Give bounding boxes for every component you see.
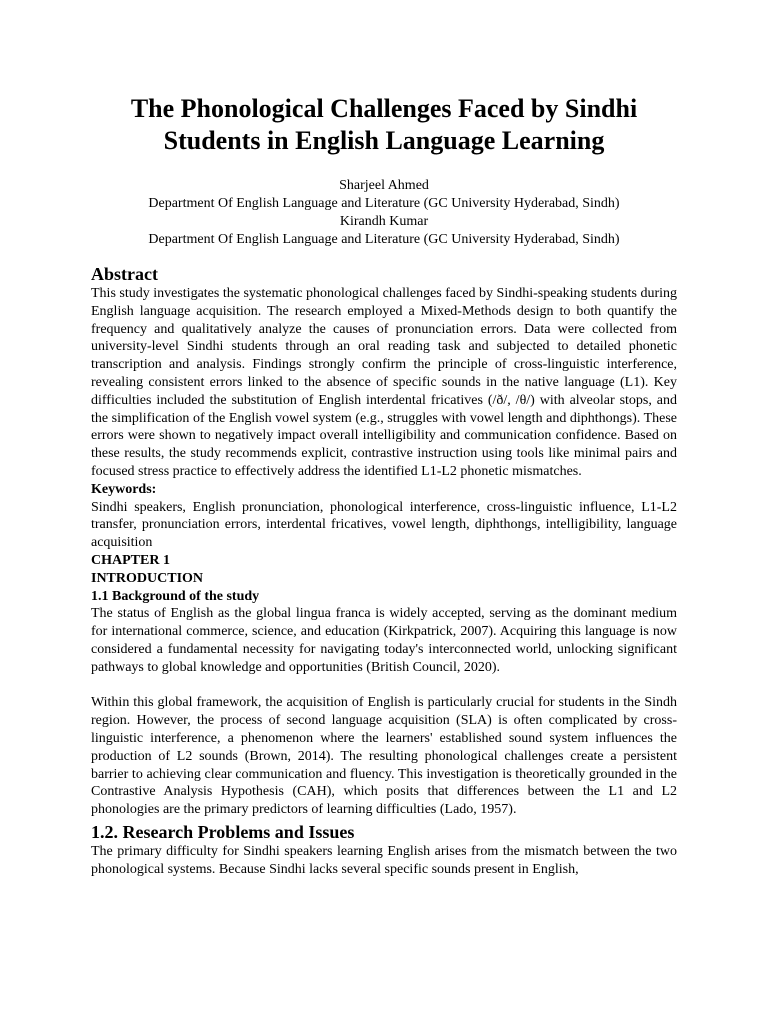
author-name: Sharjeel Ahmed (339, 178, 429, 193)
abstract-heading: Abstract (91, 264, 158, 284)
abstract-text: This study investigates the systematic phonological challenges faced by Sindhi-speaking students during English language acquisition. The research employed a Mixed-Methods design to both quantify the frequency and qualitatively analyze the causes of pronunciation errors. Data were collected from university-level Sindhi students through an oral reading task and subjected to detailed phonetic transcription and analysis. Findings strongly confirm the principle of cross-linguistic interference, revealing consistent errors linked to the absence of specific sounds in the native language (L1). Key difficulties included the substitution of English interdental fricatives (/ð/, /θ/) with alveolar stops, and the simplification of the English vowel system (e.g., struggles with vowel length and diphthongs). These errors were shown to negatively impact overall intelligibility and communication confidence. Based on these results, the study recommends explicit, contrastive instruction using tools like minimal pairs and focused stress practice to effectively address the identified L1-L2 phonetic mismatches. (91, 286, 677, 479)
author-name: Kirandh Kumar (339, 214, 429, 229)
background-paragraph: Within this global framework, the acquisition of English is particularly crucial for students in the Sindh region. However, the process of second language acquisition (SLA) is often complicated by cross-linguistic interference, a phenomenon where the learners' established sound system influences the production of L2 sounds (Brown, 2014). The resulting phonological challenges create a persistent barrier to achieving clear communication and fluency. This investigation is theoretically grounded in the Contrastive Analysis Hypothesis (CAH), which posits that differences between the L1 and L2 phonologies are the primary predictors of learning difficulties (Lado, 1957). (91, 695, 677, 818)
author-affiliation: Department Of English Language and Literature (GC University Hyderabad, Sindh) (148, 232, 620, 247)
research-problems-paragraph: The primary difficulty for Sindhi speakers learning English arises from the mismatch between the two phonological systems. Because Sindhi lacks several specific sounds present in English, (91, 843, 677, 877)
keywords-heading: Keywords: (91, 481, 157, 497)
author-affiliation: Department Of English Language and Literature (GC University Hyderabad, Sindh) (148, 196, 620, 211)
document-page (91, 93, 677, 879)
introduction-heading: INTRODUCTION (91, 570, 204, 586)
keywords-text: Sindhi speakers, English pronunciation, phonological interference, cross-linguistic influence, L1-L2 transfer, pronunciation errors, interdental fricatives, vowel length, diphthongs, intelligibility, language acquisition (91, 499, 677, 551)
paper-title: The Phonological Challenges Faced by Sindhi Students in English Language Learning (130, 94, 638, 155)
chapter-heading: CHAPTER 1 (91, 552, 170, 568)
background-paragraph: The status of English as the global lingua franca is widely accepted, serving as the dominant medium for international commerce, science, and education (Kirkpatrick, 2007). Acquiring this language is now considered a fundamental necessity for navigating today's interconnected world, unlocking significant pathways to global knowledge and opportunities (British Council, 2020). (91, 606, 677, 675)
background-heading: 1.1 Background of the study (91, 588, 260, 604)
author-block (91, 177, 677, 249)
research-problems-heading: 1.2. Research Problems and Issues (91, 821, 355, 842)
